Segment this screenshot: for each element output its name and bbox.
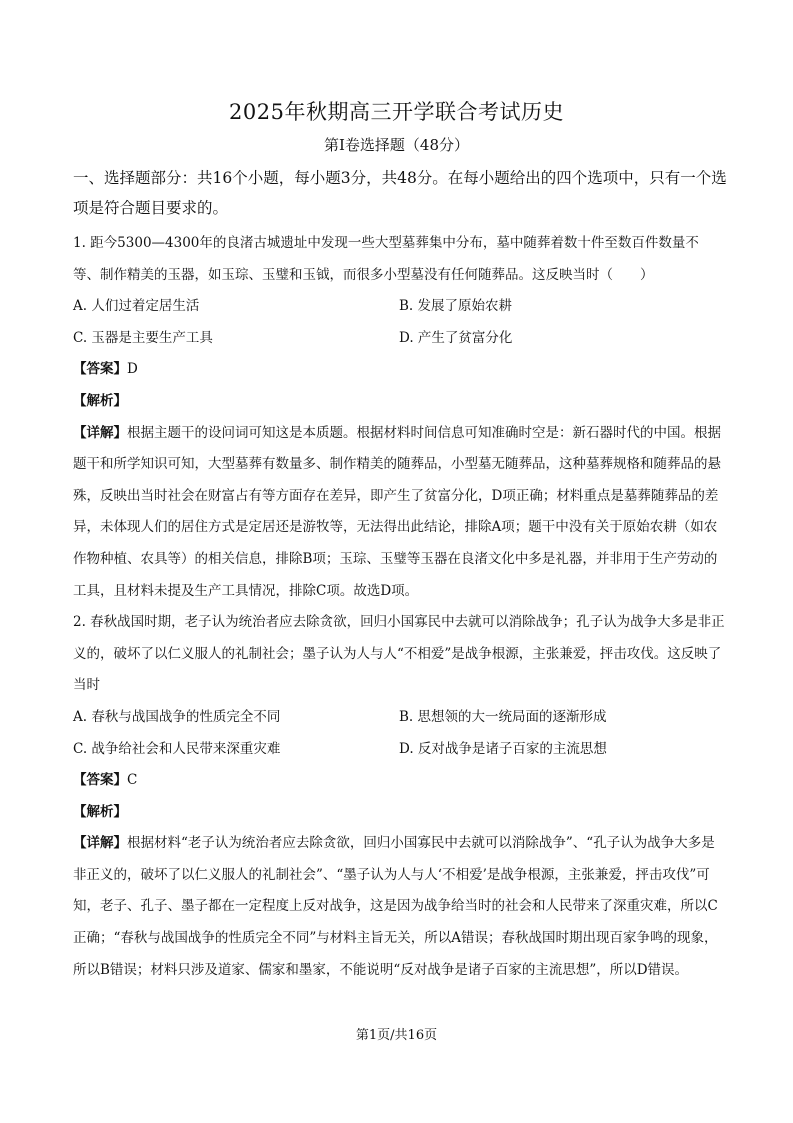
question-2-option-d: D. 反对战争是诸子百家的主流思想	[399, 740, 607, 757]
question-2-detail	[73, 828, 725, 986]
detail-text: 根据材料“老子认为统治者应去除贪欲，回归小国寡民中去就可以消除战争”、“孔子认为战争大多是非正义的，破坏了以仁义服人的礼制社会”、“墨子认为人与人‘不相爱’是战争根源，主张兼爱，抨击攻伐”可知，老子、孔子、墨子都在一定程度上反对战争，这是因为战争给当时的社会和人民带来了深重灾难，所以C正确；“春秋与战国战争的性质完全不同”与材料主旨无关，所以A错误；春秋战国时期出现百家争鸣的现象，所以B错误；材料只涉及道家、儒家和墨家，不能说明“反对战争是诸子百家的主流思想”，所以D错误。	[73, 835, 718, 978]
exam-title: 2025年秋期高三开学联合考试历史	[229, 100, 564, 124]
detail-text: 根据主题干的设问词可知这是本质题。根据材料时间信息可知准确时空是：新石器时代的中国。根据题干和所学知识可知，大型墓葬有数量多、制作精美的随葬品，小型墓无随葬品，这种墓葬规格和随葬品的悬殊，反映出当时社会在财富占有等方面存在差异，即产生了贫富分化，D项正确；材料重点是墓葬随葬品的差异，未体现人们的居住方式是定居还是游牧等，无法得出此结论，排除A项；题干中没有关于原始农耕（如农作物种植、农具等）的相关信息，排除B项；玉琮、玉璧等玉器在良渚文化中多是礼器，并非用于生产劳动的工具，且材料未提及生产工具情况，排除C项。故选D项。	[73, 424, 721, 599]
section-subtitle: 第Ⅰ卷选择题（48分）	[323, 136, 469, 154]
question-1-option-b: B. 发展了原始农耕	[399, 298, 513, 315]
question-1-analysis	[73, 386, 725, 418]
question-list	[73, 228, 725, 986]
page-footer: 第1页/共16页	[355, 1028, 438, 1043]
section-instruction: 一、选择题部分：共16个小题，每小题3分，共48分。在每小题给出的四个选项中，只有一个选项是符合题目要求的。	[73, 169, 727, 217]
question-1	[73, 228, 725, 607]
question-2-option-a: A. 春秋与战国战争的性质完全不同	[73, 708, 281, 725]
question-2-option-b: B. 思想领的大一统局面的逐渐形成	[399, 708, 607, 725]
question-1-stem: 1. 距今5300—4300年的良渚古城遗址中发现一些大型墓葬集中分布，墓中随葬着数十件至数百件数量不等、制作精美的玉器，如玉琮、玉璧和玉钺，而很多小型墓没有任何随葬品。这反映当时（ ）	[73, 235, 699, 283]
question-1-answer	[73, 354, 725, 386]
question-2-answer	[73, 765, 725, 797]
detail-label: 【详解】	[73, 835, 127, 852]
question-1-option-a: A. 人们过着定居生活	[73, 298, 200, 315]
analysis-label: 【解析】	[73, 803, 127, 820]
question-2	[73, 607, 725, 986]
answer-label: 【答案】	[73, 772, 127, 789]
question-1-option-d: D. 产生了贫富分化	[399, 329, 513, 346]
question-1-option-c: C. 玉器是主要生产工具	[73, 329, 213, 346]
question-2-stem: 2. 春秋战国时期，老子认为统治者应去除贪欲，回归小国寡民中去就可以消除战争；孔子认为战争大多是非正义的，破坏了以仁义服人的礼制社会；墨子认为人与人“不相爱”是战争根源，主张兼爱，抨击攻伐。这反映了当时	[73, 614, 725, 694]
question-1-detail	[73, 418, 725, 608]
question-1-options	[73, 291, 725, 354]
answer-value: D	[127, 361, 138, 378]
answer-label: 【答案】	[73, 361, 127, 378]
question-2-option-c: C. 战争给社会和人民带来深重灾难	[73, 740, 281, 757]
detail-label: 【详解】	[73, 424, 127, 441]
analysis-label: 【解析】	[73, 392, 127, 409]
question-2-analysis	[73, 797, 725, 829]
answer-value: C	[127, 772, 138, 789]
question-2-options	[73, 702, 725, 765]
